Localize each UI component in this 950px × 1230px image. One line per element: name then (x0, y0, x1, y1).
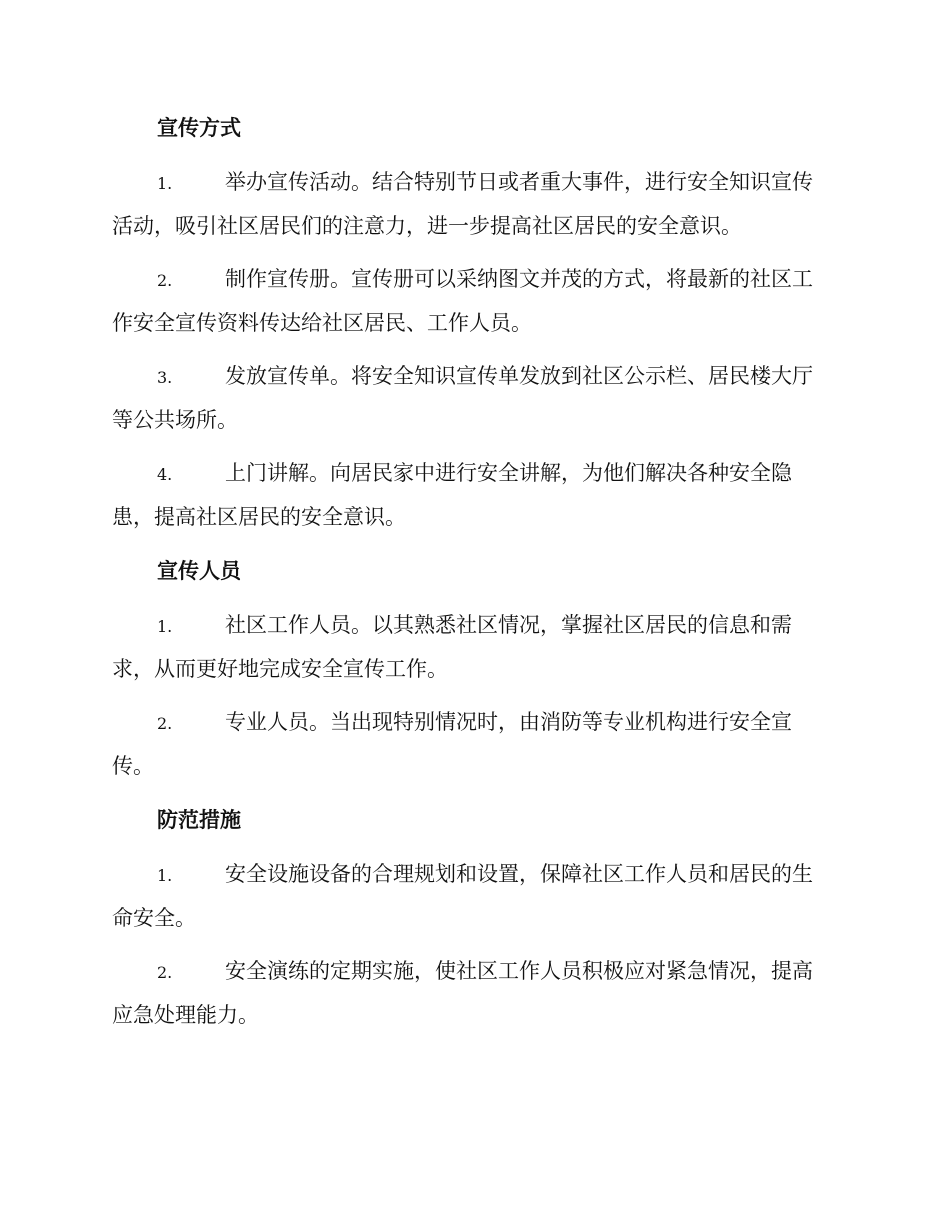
list-item-text-line1: 上门讲解。向居民家中进行安全讲解，为他们解决各种安全隐 (225, 461, 792, 485)
list-number: 2. (157, 963, 173, 982)
list-number: 1. (157, 617, 173, 636)
list-number: 4. (157, 465, 173, 484)
list-item (112, 161, 836, 247)
list-item-text-line2: 等公共场所。 (112, 408, 238, 432)
list-item-text-line2: 作安全宣传资料传达给社区居民、工作人员。 (112, 311, 532, 335)
list-item-text-line2: 求，从而更好地完成安全宣传工作。 (112, 657, 448, 681)
list-item-text-line2: 活动，吸引社区居民们的注意力，进一步提高社区居民的安全意识。 (112, 214, 742, 238)
list-item (112, 853, 836, 939)
list-item (112, 604, 836, 690)
list-number: 3. (157, 368, 173, 387)
list-number: 2. (157, 271, 173, 290)
section-heading-publicity-staff: 宣传人员 (157, 558, 241, 583)
list-number: 2. (157, 714, 173, 733)
list-item-text-line1: 社区工作人员。以其熟悉社区情况，掌握社区居民的信息和需 (225, 613, 792, 637)
list-item-text-line1: 制作宣传册。宣传册可以采纳图文并茂的方式，将最新的社区工 (225, 267, 813, 291)
list-item-text-line1: 专业人员。当出现特别情况时，由消防等专业机构进行安全宣 (225, 710, 792, 734)
list-item-text-line2: 传。 (112, 754, 154, 778)
list-item (112, 258, 836, 344)
list-item-text-line2: 患，提高社区居民的安全意识。 (112, 505, 406, 529)
list-item-text-line2: 应急处理能力。 (112, 1003, 259, 1027)
list-number: 1. (157, 174, 173, 193)
list-item (112, 701, 836, 787)
list-item-text-line1: 举办宣传活动。结合特别节日或者重大事件，进行安全知识宣传 (225, 170, 813, 194)
list-item-text-line1: 安全设施设备的合理规划和设置，保障社区工作人员和居民的生 (225, 862, 813, 886)
section-heading-publicity-methods: 宣传方式 (157, 115, 241, 140)
list-item (112, 355, 836, 441)
list-item-text-line2: 命安全。 (112, 906, 196, 930)
list-item-text-line1: 安全演练的定期实施，使社区工作人员积极应对紧急情况，提高 (225, 959, 813, 983)
list-item-text-line1: 发放宣传单。将安全知识宣传单发放到社区公示栏、居民楼大厅 (225, 364, 813, 388)
list-item (112, 950, 836, 1036)
list-item (112, 452, 836, 538)
section-heading-prevention-measures: 防范措施 (157, 807, 241, 832)
list-number: 1. (157, 866, 173, 885)
